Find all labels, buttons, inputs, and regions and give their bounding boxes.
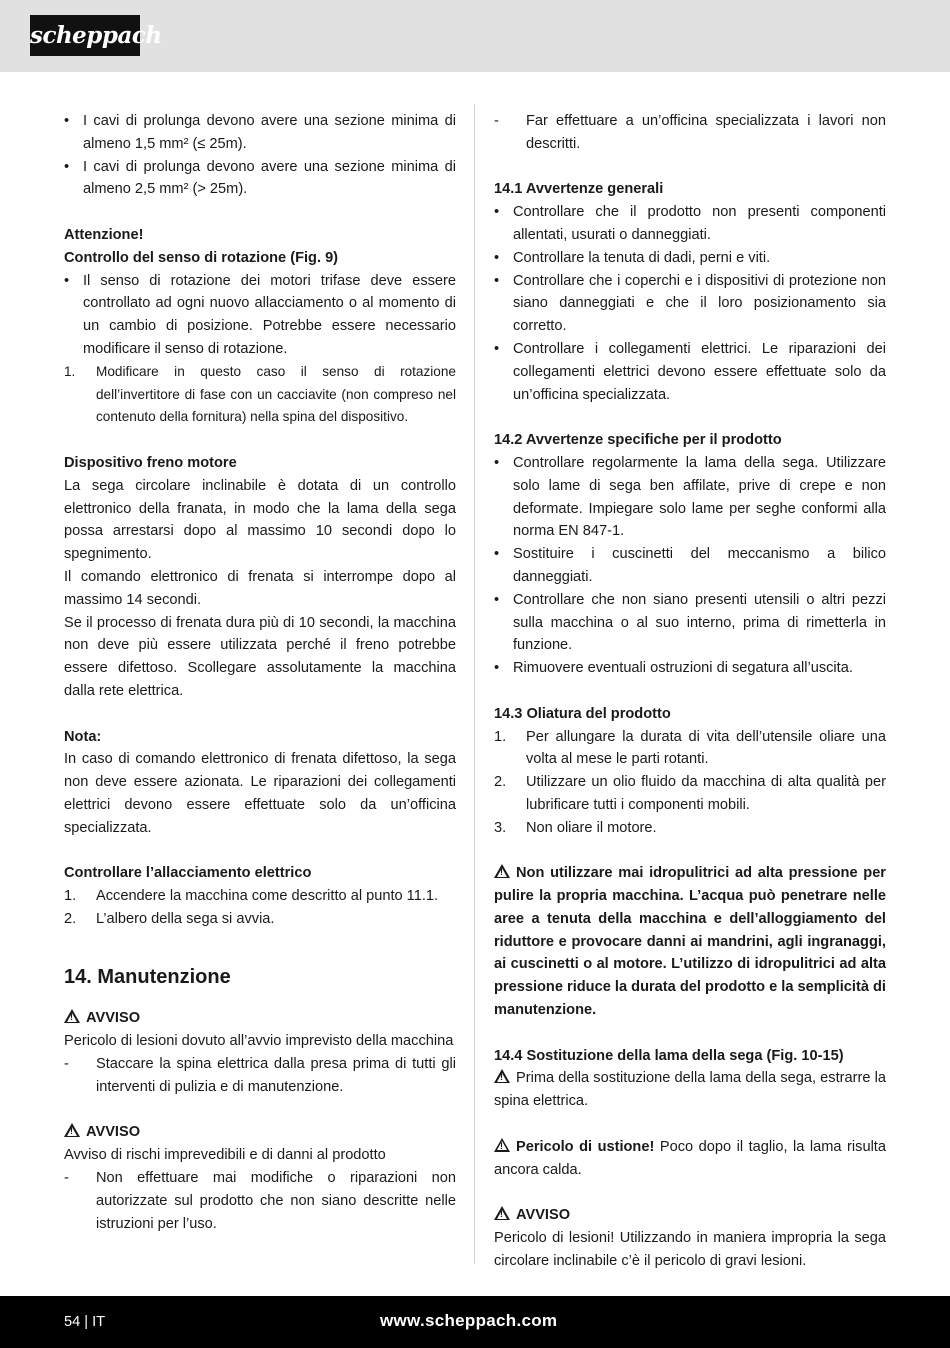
page-number: 54 | IT xyxy=(64,1314,106,1330)
paragraph: Il comando elettronico di frenata si interrompe dopo al massimo 14 secondi. xyxy=(64,568,456,608)
warning-heading: !AVVISO xyxy=(64,1121,456,1144)
paragraph: In caso di comando elettronico di frenata difettoso, la sega non deve essere azionata. Le riparazioni dei collegamenti elettrici devono essere effettuate solo da un’officina specializzata. xyxy=(64,751,456,836)
column-divider xyxy=(474,104,475,1264)
section-heading: 14.4 Sostituzione della lama della sega (Fig. 10-15) xyxy=(494,1047,844,1064)
note-heading: Nota: xyxy=(64,728,102,745)
paragraph: Pericolo di lesioni! Utilizzando in maniera impropria la sega circolare inclinabile c’è il pericolo di gravi lesioni. xyxy=(494,1230,886,1269)
section-heading: 14.2 Avvertenze specifiche per il prodotto xyxy=(494,432,782,449)
list-item: 1. Modificare in questo caso il senso di rotazione dell’invertitore di fase con un cacciavite (non compreso nel contenuto della fornitura) nella spina del dispositivo. xyxy=(64,363,456,425)
list-item: 2. Utilizzare un olio fluido da macchina di alta qualità per lubrificare tutti i componenti mobili. xyxy=(494,774,886,813)
warning-heading: !AVVISO xyxy=(64,1007,456,1030)
paragraph: !Prima della sostituzione della lama della sega, estrarre la spina elettrica. xyxy=(494,1067,886,1113)
list-item: • Controllare che il prodotto non presenti componenti allentati, usurati o danneggiati. xyxy=(494,204,886,243)
list-item: - Non effettuare mai modifiche o riparazioni non autorizzate sul prodotto che non siano descritte nelle istruzioni per l’uso. xyxy=(64,1170,456,1232)
warning-heading: !AVVISO xyxy=(494,1204,886,1227)
list-item: • Controllare i collegamenti elettrici. Le riparazioni dei collegamenti elettrici devono essere effettuate solo da un’officina specializzata. xyxy=(494,340,886,403)
paragraph: La sega circolare inclinabile è dotata di un controllo elettronico della franata, in modo che la lama della sega possa arrestarsi dopo al massimo 10 secondi dopo lo spegnimento. xyxy=(64,477,456,563)
footer-bar xyxy=(0,1296,950,1348)
warning-icon xyxy=(64,1009,80,1023)
pressure-warning: !Non utilizzare mai idropulitrici ad alta pressione per pulire la propria macchina. L’acqua può penetrare nelle aree a tenuta della macchina e dell’alloggiamento del riduttore e provocare danni ai mandrini, agli ingranaggi, ai cuscinetti o al motore. L’utilizzo di idropulitrici ad alta pressione riduce la durata del prodotto e la semplicità di manutenzione. xyxy=(494,862,886,1022)
attention-heading: Attenzione! xyxy=(64,226,144,243)
list-item: • I cavi di prolunga devono avere una sezione minima di almeno 1,5 mm² (≤ 25m). xyxy=(64,113,456,152)
brand-logo: scheppach xyxy=(30,15,140,56)
warning-icon xyxy=(64,1123,80,1137)
left-column xyxy=(64,110,456,1235)
list-item: • Sostituire i cuscinetti del meccanismo a bilico danneggiati. xyxy=(494,546,886,585)
section-heading: 14.1 Avvertenze generali xyxy=(494,181,664,198)
list-item: • Il senso di rotazione dei motori trifase deve essere controllato ad ogni nuovo allacciamento o al momento di un cambio di posizione. Potrebbe essere necessario modificare il senso di rotazione. xyxy=(64,272,456,357)
section-heading: 14.3 Oliatura del prodotto xyxy=(494,705,671,722)
list-item: • Rimuovere eventuali ostruzioni di segatura all’uscita. xyxy=(494,660,853,677)
list-item: 2. L’albero della sega si avvia. xyxy=(64,910,275,927)
warning-icon xyxy=(494,1206,510,1220)
warning-icon xyxy=(494,1069,510,1083)
list-item: • Controllare che non siano presenti utensili o altri pezzi sulla macchina o al suo interno, prima di rimetterla in funzione. xyxy=(494,591,886,654)
list-item: 1. Per allungare la durata di vita dell’utensile oliare una volta al mese le parti rotanti. xyxy=(494,728,886,768)
header-bar xyxy=(0,0,950,72)
rotation-heading: Controllo del senso di rotazione (Fig. 9) xyxy=(64,249,339,266)
right-column xyxy=(494,110,886,1273)
list-item: - Far effettuare a un’officina specializzata i lavori non descritti. xyxy=(494,113,886,152)
paragraph: Avviso di rischi imprevedibili e di danni al prodotto xyxy=(64,1147,386,1164)
burn-warning: !Pericolo di ustione! Poco dopo il taglio, la lama risulta ancora calda. xyxy=(494,1136,886,1182)
connection-heading: Controllare l’allacciamento elettrico xyxy=(64,865,312,882)
warning-icon xyxy=(494,1138,510,1152)
list-item: - Staccare la spina elettrica dalla presa prima di tutti gli interventi di pulizia e di manutenzione. xyxy=(64,1056,456,1095)
list-item: • Controllare che i coperchi e i dispositivi di protezione non siano danneggiati e che il loro posizionamento sia corretto. xyxy=(494,272,886,335)
website-url: www.scheppach.com xyxy=(380,1311,558,1330)
list-item: 3. Non oliare il motore. xyxy=(494,819,657,836)
list-item: • Controllare regolarmente la lama della sega. Utilizzare solo lame di sega ben affilate, prive di crepe e non deformate. Impiegare solo lame per seghe conformi alla norma EN 847-1. xyxy=(494,454,886,540)
brake-heading: Dispositivo freno motore xyxy=(64,454,237,471)
section-title: 14. Manutenzione xyxy=(64,966,231,989)
list-item: • Controllare la tenuta di dadi, perni e viti. xyxy=(494,249,771,266)
paragraph: Pericolo di lesioni dovuto all’avvio imprevisto della macchina xyxy=(64,1033,454,1050)
list-item: • I cavi di prolunga devono avere una sezione minima di almeno 2,5 mm² (> 25m). xyxy=(64,158,456,198)
warning-icon xyxy=(494,864,510,878)
paragraph: Se il processo di frenata dura più di 10 secondi, la macchina non deve più essere utilizzata perché il freno potrebbe essere difettoso. Scollegare assolutamente la macchina dalla rete elettrica. xyxy=(64,614,456,699)
list-item: 1. Accendere la macchina come descritto al punto 11.1. xyxy=(64,888,439,905)
